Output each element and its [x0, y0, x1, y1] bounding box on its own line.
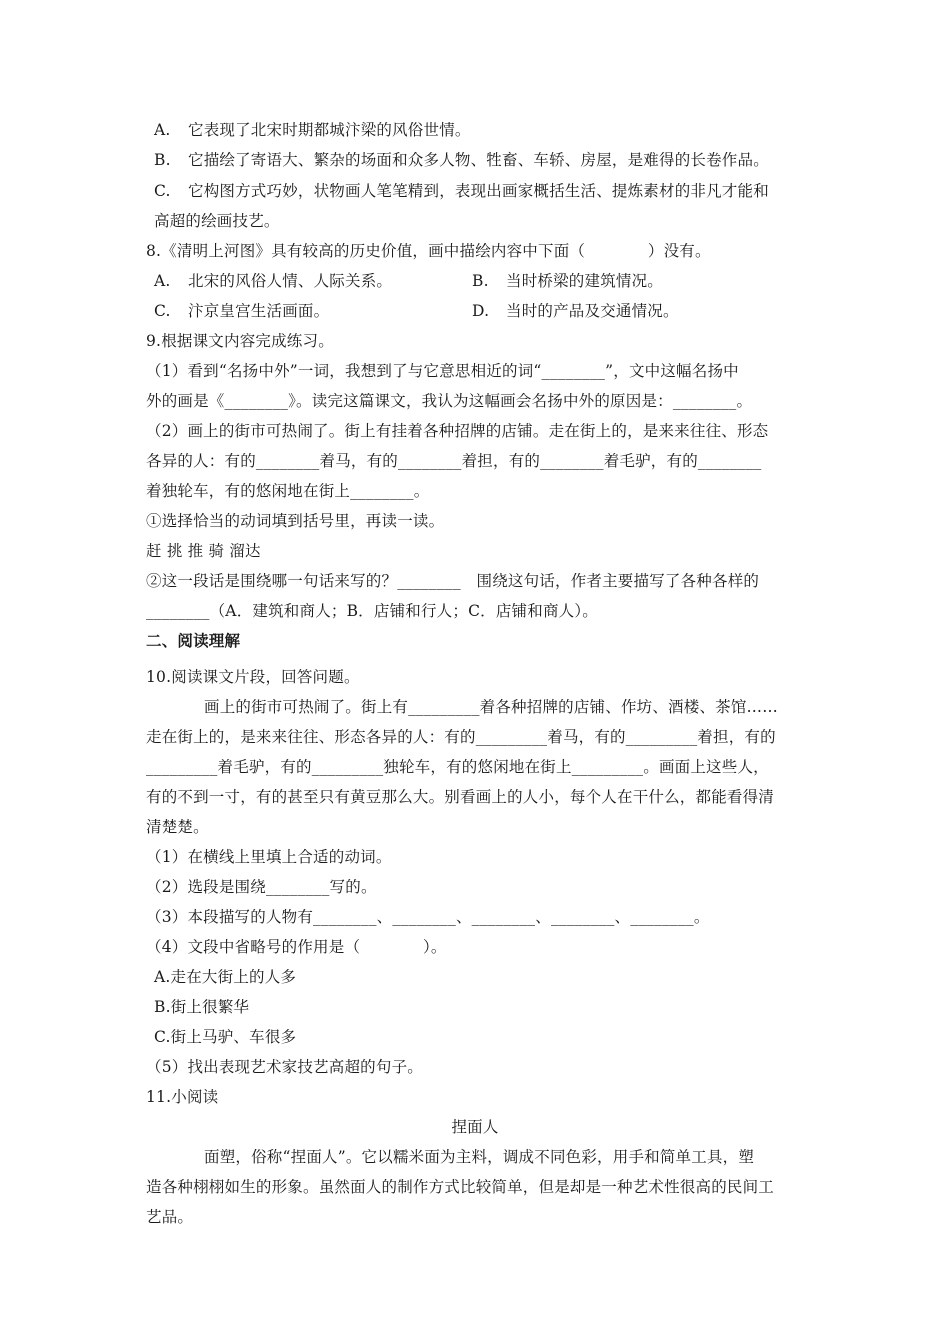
option-key: B. [472, 272, 489, 290]
q8-option-c [154, 296, 472, 326]
q10-passage-line: 走在街上的，是来来往往、形态各异的人：有的_________着马，有的_________着担，有的 [146, 728, 776, 746]
q11-title: 捏面人 [451, 1118, 499, 1136]
option-text: 它描绘了寄语大、繁杂的场面和众多人物、牲畜、车轿、房屋，是难得的长卷作品。 [188, 151, 769, 169]
option-key: A. [154, 121, 171, 139]
q11-passage-line: 造各种栩栩如生的形象。虽然面人的制作方式比较简单，但是却是一种艺术性很高的民间工 [146, 1178, 775, 1196]
q10-passage-line: 清楚楚。 [146, 818, 209, 836]
q8-option-d [472, 296, 790, 326]
q10-item: （4）文段中省略号的作用是（ ）。 [146, 938, 447, 956]
q10-passage-line: 有的不到一寸，有的甚至只有黄豆那么大。别看画上的人小，每个人在干什么，都能看得清 [146, 788, 775, 806]
q10-choice-a: A.走在大街上的人多 [154, 968, 297, 986]
q10-choice-b: B.街上很繁华 [154, 998, 250, 1016]
q10-passage-first-line: 画上的街市可热闹了。街上有_________着各种招牌的店铺、作坊、酒楼、茶馆…… [204, 698, 778, 716]
option-key: A. [154, 272, 171, 290]
q9-word-bank: 赶 挑 推 骑 溜达 [146, 542, 261, 560]
q10-passage-line: _________着毛驴，有的_________独轮车，有的悠闲地在街上_________。画面上这些人， [146, 758, 769, 776]
section-title: 二、阅读理解 [146, 632, 241, 650]
q10-item: （3）本段描写的人物有________、________、________、________、________。 [146, 908, 710, 926]
q7-option-c-continued: 高超的绘画技艺。 [154, 212, 280, 230]
q9-line: （2）画上的街市可热闹了。街上有挂着各种招牌的店铺。走在街上的，是来来往往、形态 [146, 422, 769, 440]
q9-line: ________（A．建筑和商人；B．店铺和行人；C．店铺和商人）。 [146, 602, 598, 620]
q9-line: 各异的人：有的________着马，有的________着担，有的________着毛驴，有的________ [146, 452, 762, 470]
q9-line: ②这一段话是围绕哪一句话来写的？________ 围绕这句话，作者主要描写了各种各样的 [146, 572, 760, 590]
q7-option-c [154, 176, 818, 206]
option-text: 它构图方式巧妙，状物画人笔笔精到，表现出画家概括生活、提炼素材的非凡才能和 [188, 182, 769, 200]
q11-passage-line: 艺品。 [146, 1208, 194, 1226]
option-text: 当时的产品及交通情况。 [506, 302, 679, 320]
q11-stem: 11.小阅读 [146, 1088, 219, 1106]
option-text: 汴京皇宫生活画面。 [188, 302, 330, 320]
option-key: C. [154, 182, 171, 200]
q8-option-a [154, 266, 472, 296]
option-key: C. [154, 302, 171, 320]
q10-item: （1）在横线上里填上合适的动词。 [146, 848, 392, 866]
q7-option-a [154, 115, 818, 145]
q11-passage-first-line: 面塑，俗称“捏面人”。它以糯米面为主料，调成不同色彩，用手和简单工具，塑 [204, 1148, 755, 1166]
option-key: B. [154, 151, 171, 169]
option-text: 它表现了北宋时期都城汴梁的风俗世情。 [188, 121, 471, 139]
option-key: D. [472, 302, 490, 320]
q8-options-row-1 [154, 266, 814, 296]
q8-stem: 8.《清明上河图》具有较高的历史价值，画中描绘内容中下面（ ）没有。 [146, 242, 711, 260]
q9-line: （1）看到“名扬中外”一词，我想到了与它意思相近的词“________”，文中这幅名扬中 [146, 362, 739, 380]
q8-option-b [472, 266, 790, 296]
option-text: 北宋的风俗人情、人际关系。 [188, 272, 393, 290]
q7-option-b [154, 145, 818, 175]
q9-line: 着独轮车，有的悠闲地在街上________。 [146, 482, 430, 500]
q9-line: ①选择恰当的动词填到括号里，再读一读。 [146, 512, 445, 530]
q9-line: 外的画是《________》。读完这篇课文，我认为这幅画会名扬中外的原因是：________。 [146, 392, 753, 410]
option-text: 当时桥梁的建筑情况。 [506, 272, 664, 290]
q8-options-row-2 [154, 296, 814, 326]
q10-choice-c: C.街上马驴、车很多 [154, 1028, 297, 1046]
q10-item: （2）选段是围绕________写的。 [146, 878, 377, 896]
q9-stem: 9.根据课文内容完成练习。 [146, 332, 334, 350]
q10-item: （5）找出表现艺术家技艺高超的句子。 [146, 1058, 423, 1076]
q10-stem: 10.阅读课文片段，回答问题。 [146, 668, 360, 686]
